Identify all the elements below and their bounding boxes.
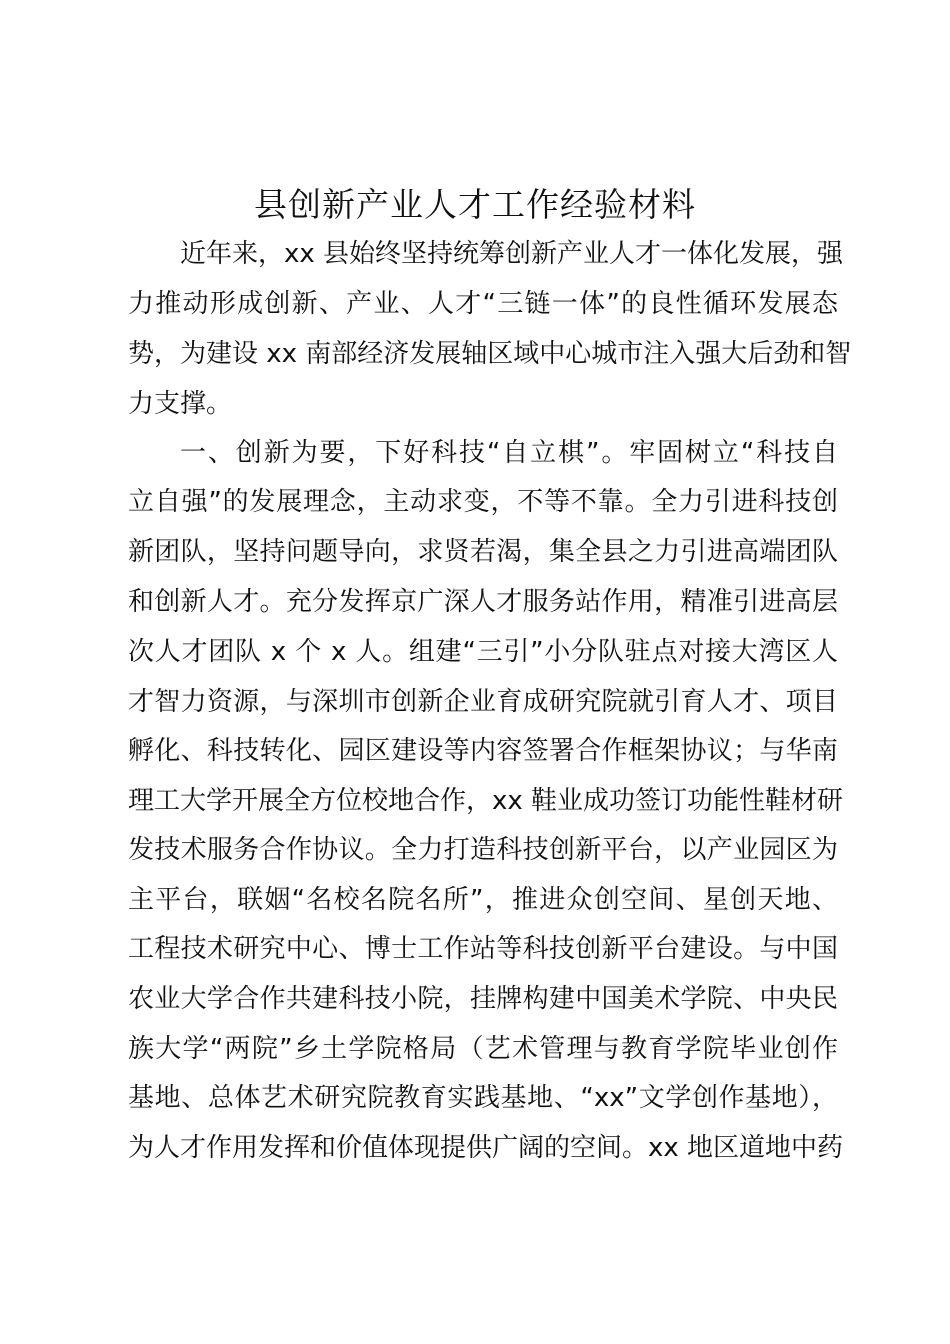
paragraph-line: 才智力资源，与深圳市创新企业育成研究院就引育人才、项目 [128, 687, 838, 717]
paragraph-line: 工程技术研究中心、博士工作站等科技创新平台建设。与中国 [128, 934, 838, 964]
paragraph-line: 次人才团队 x 个 x 人。组建“三引”小分队驻点对接大湾区人 [128, 637, 838, 667]
paragraph-line: 基地、总体艺术研究院教育实践基地、“xx”文学创作基地）， [128, 1083, 838, 1113]
document-title: 县创新产业人才工作经验材料 [254, 185, 696, 224]
paragraph-line: 族大学“两院”乡土学院格局（艺术管理与教育学院毕业创作 [128, 1034, 838, 1064]
paragraph-line: 发技术服务合作协议。全力打造科技创新平台，以产业园区为 [128, 835, 838, 865]
paragraph-line: 孵化、科技转化、园区建设等内容签署合作框架协议；与华南 [128, 736, 838, 766]
paragraph-line: 和创新人才。充分发挥京广深人才服务站作用，精准引进高层 [128, 587, 838, 617]
paragraph-line: 力推动形成创新、产业、人才“三链一体”的良性循环发展态 [128, 289, 838, 319]
paragraph-line: 立自强”的发展理念，主动求变，不等不靠。全力引进科技创 [128, 487, 838, 517]
paragraph-line: 一、创新为要，下好科技“自立棋”。牢固树立“科技自 [180, 438, 838, 468]
paragraph-line: 势，为建设 xx 南部经济发展轴区域中心城市注入强大后劲和智 [128, 339, 852, 369]
paragraph-line: 力支撑。 [128, 389, 233, 419]
paragraph-line: 理工大学开展全方位校地合作，xx 鞋业成功签订功能性鞋材研 [128, 786, 844, 816]
paragraph-line: 近年来，xx 县始终坚持统筹创新产业人才一体化发展，强 [180, 239, 844, 269]
paragraph-line: 农业大学合作共建科技小院，挂牌构建中国美术学院、中央民 [128, 984, 838, 1014]
paragraph-line: 为人才作用发挥和价值体现提供广阔的空间。xx 地区道地中药 [128, 1133, 844, 1163]
paragraph-line: 主平台，联姻“名校名院名所”，推进众创空间、星创天地、 [128, 885, 838, 915]
paragraph-line: 新团队，坚持问题导向，求贤若渴，集全县之力引进高端团队 [128, 537, 838, 567]
